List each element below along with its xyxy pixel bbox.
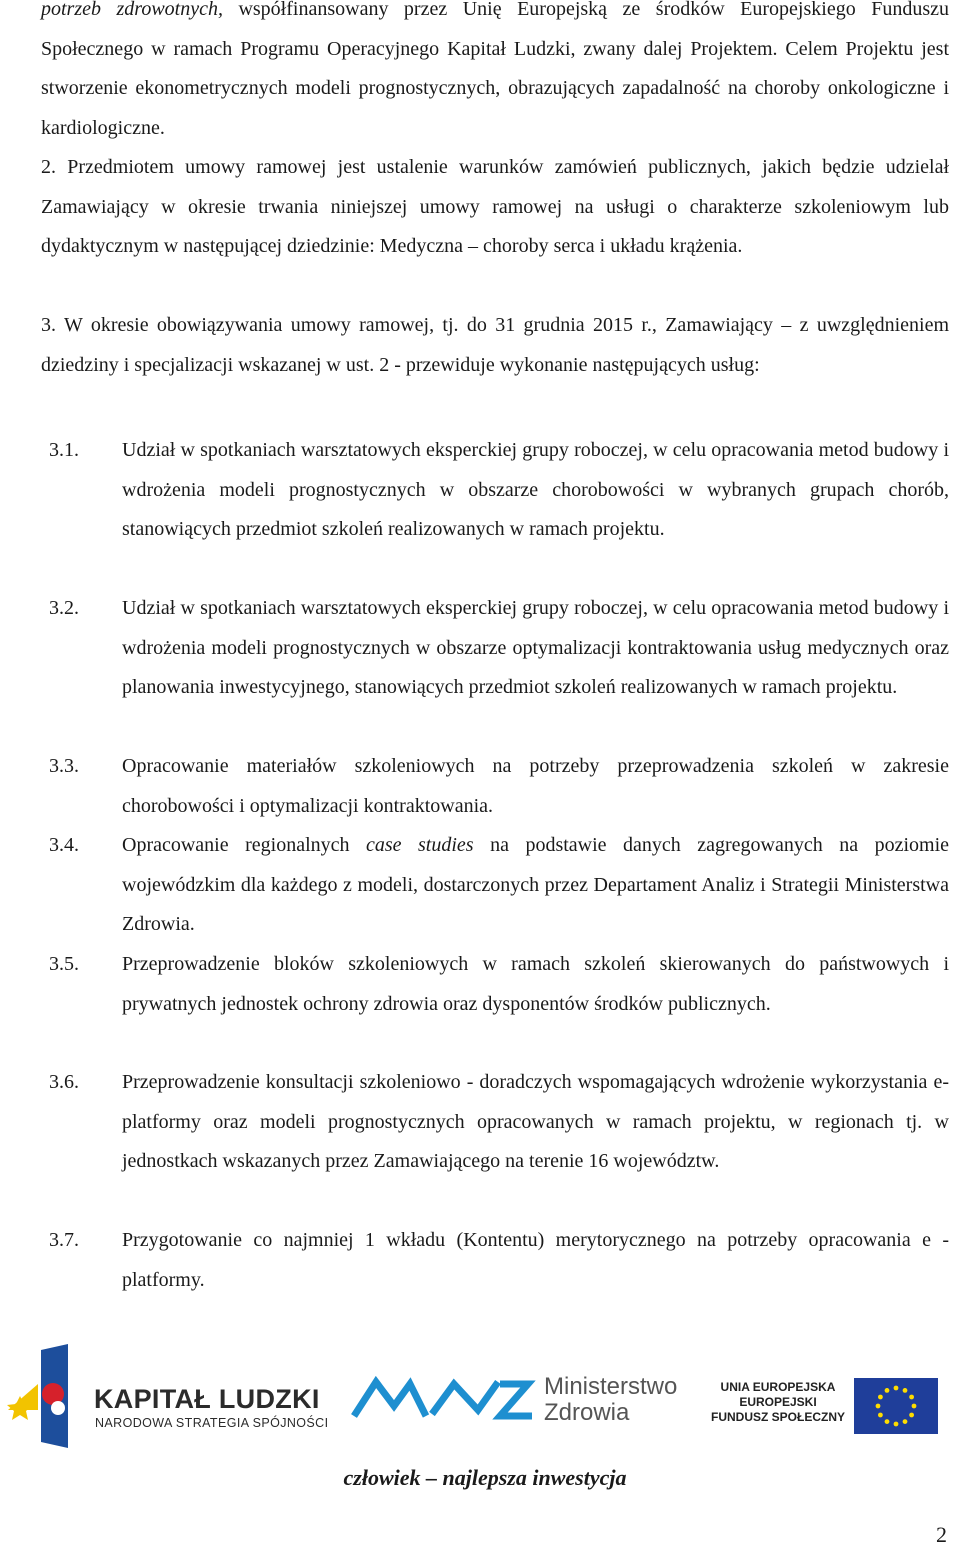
list-item-number: 3.3. [49, 755, 79, 777]
section-2-paragraph [41, 148, 949, 267]
eu-flag-icon [854, 1378, 938, 1434]
list-item-text: Udział w spotkaniach warsztatowych eksperckiej grupy roboczej, w celu opracowania metod budowy i wdrożenia modeli prognostycznych w obszarze optymalizacji kontraktowania usług medycznych oraz planowania inwestycyjnego, stanowiących przedmiot szkoleń realizowanych w ramach projektu. [122, 597, 949, 699]
section-3-number: 3. [41, 314, 56, 336]
list-item-text: Przygotowanie co najmniej 1 wkładu (Kontentu) merytorycznego na potrzeby opracowania e - platformy. [122, 1229, 949, 1291]
list-item [49, 747, 949, 826]
list-item-text: Przeprowadzenie bloków szkoleniowych w ramach szkoleń skierowanych do państwowych i prywatnych jednostek ochrony zdrowia oraz dysponentów środków publicznych. [122, 953, 949, 1015]
list-item-number: 3.4. [49, 834, 79, 856]
slogan: człowiek – najlepsza inwestycja [343, 1465, 627, 1490]
list-item [49, 1221, 949, 1300]
list-item [49, 431, 949, 550]
section-2-number: 2. [41, 156, 56, 178]
list-item [49, 589, 949, 708]
list-item-text-italic: case studies [366, 834, 474, 856]
intro-line-4: obrazujących zapadalność na choroby onkologiczne i kardiologiczne. [41, 77, 949, 139]
page-number: 2 [936, 1522, 947, 1547]
footer-logos [0, 1340, 960, 1460]
list-item [49, 945, 949, 1024]
list-item-number: 3.6. [49, 1071, 79, 1093]
list-item-text-before: Opracowanie regionalnych [122, 834, 366, 856]
list-item-number: 3.2. [49, 597, 79, 619]
section-3-text: W okresie obowiązywania umowy ramowej, tj. do 31 grudnia 2015 r., Zamawiający – z uwzględnieniem dziedziny i specjalizacji wskazanej w ust. 2 - przewiduje wykonanie następujących usług: [41, 314, 950, 376]
list-item-number: 3.7. [49, 1229, 79, 1251]
section-3-paragraph [41, 306, 949, 385]
list-item-text: Przeprowadzenie konsultacji szkoleniowo - doradczych wspomagających wdrożenie wykorzystania e-platformy oraz modeli prognostycznych opracowanych w ramach projektu, w regionach tj. w jednostkach wskazanych przez Zamawiającego na terenie 16 województw. [122, 1071, 949, 1173]
list-item-text: Opracowanie materiałów szkoleniowych na potrzeby przeprowadzenia szkoleń w zakresie chorobowości i optymalizacji kontraktowania. [122, 755, 949, 817]
list-item-number: 3.5. [49, 953, 79, 975]
kapital-ludzki-emblem-icon [6, 1344, 96, 1448]
ministerstwo-line2: Zdrowia [544, 1399, 630, 1426]
section-2-text: Przedmiotem umowy ramowej jest ustalenie warunków zamówień publicznych, jakich będzie udzielał Zamawiający w okresie trwania niniejszej umowy ramowej na usługi o charakterze szkoleniowym lub dydaktycznym w następującej dziedzinie: Medyczna – choroby serca i układu krążenia. [41, 156, 950, 258]
kapital-ludzki-title: KAPITAŁ LUDZKI [94, 1384, 320, 1414]
ue-line2: EUROPEJSKI [739, 1395, 817, 1409]
list-item [49, 826, 949, 945]
ministerstwo-zdrowia-logo [350, 1370, 680, 1430]
list-item-text [122, 826, 949, 945]
kapital-ludzki-logo [6, 1344, 329, 1454]
intro-line-3: Projektem. Celem Projektu jest stworzenie ekonometrycznych modeli prognostycznych, [41, 37, 950, 100]
list-item-text: Udział w spotkaniach warsztatowych eksperckiej grupy roboczej, w celu opracowania metod budowy i wdrożenia modeli prognostycznych w obszarze chorobowości w wybranych grupach chorób, stanowiących przedmiot szkoleń realizowanych w ramach projektu. [122, 439, 949, 541]
ministerstwo-zdrowia-emblem-icon [350, 1376, 536, 1422]
list-item-text-after: na podstawie danych zagregowanych na poziomie wojewódzkim dla każdego z modeli, dostarczonych przez Departament Analiz i Strategii Ministerstwa Zdrowia. [122, 834, 950, 936]
list-item [49, 1063, 949, 1182]
intro-italic-fragment: potrzeb zdrowotnych, [41, 0, 223, 20]
intro-paragraph [41, 0, 949, 148]
intro-line-1: współfinansowany przez Unię Europejską ze środków Europejskiego [222, 0, 856, 20]
unia-europejska-logo [708, 1378, 948, 1438]
ue-line1: UNIA EUROPEJSKA [720, 1380, 836, 1394]
intro-line-2: Funduszu Społecznego w ramach Programu Operacyjnego Kapitał Ludzki, zwany dalej [41, 0, 949, 60]
ministerstwo-line1: Ministerstwo [544, 1373, 678, 1400]
kapital-ludzki-subtitle: NARODOWA STRATEGIA SPÓJNOŚCI [95, 1416, 329, 1430]
ue-text-block [708, 1380, 848, 1425]
ue-line3: FUNDUSZ SPOŁECZNY [710, 1410, 845, 1424]
list-item-number: 3.1. [49, 439, 79, 461]
